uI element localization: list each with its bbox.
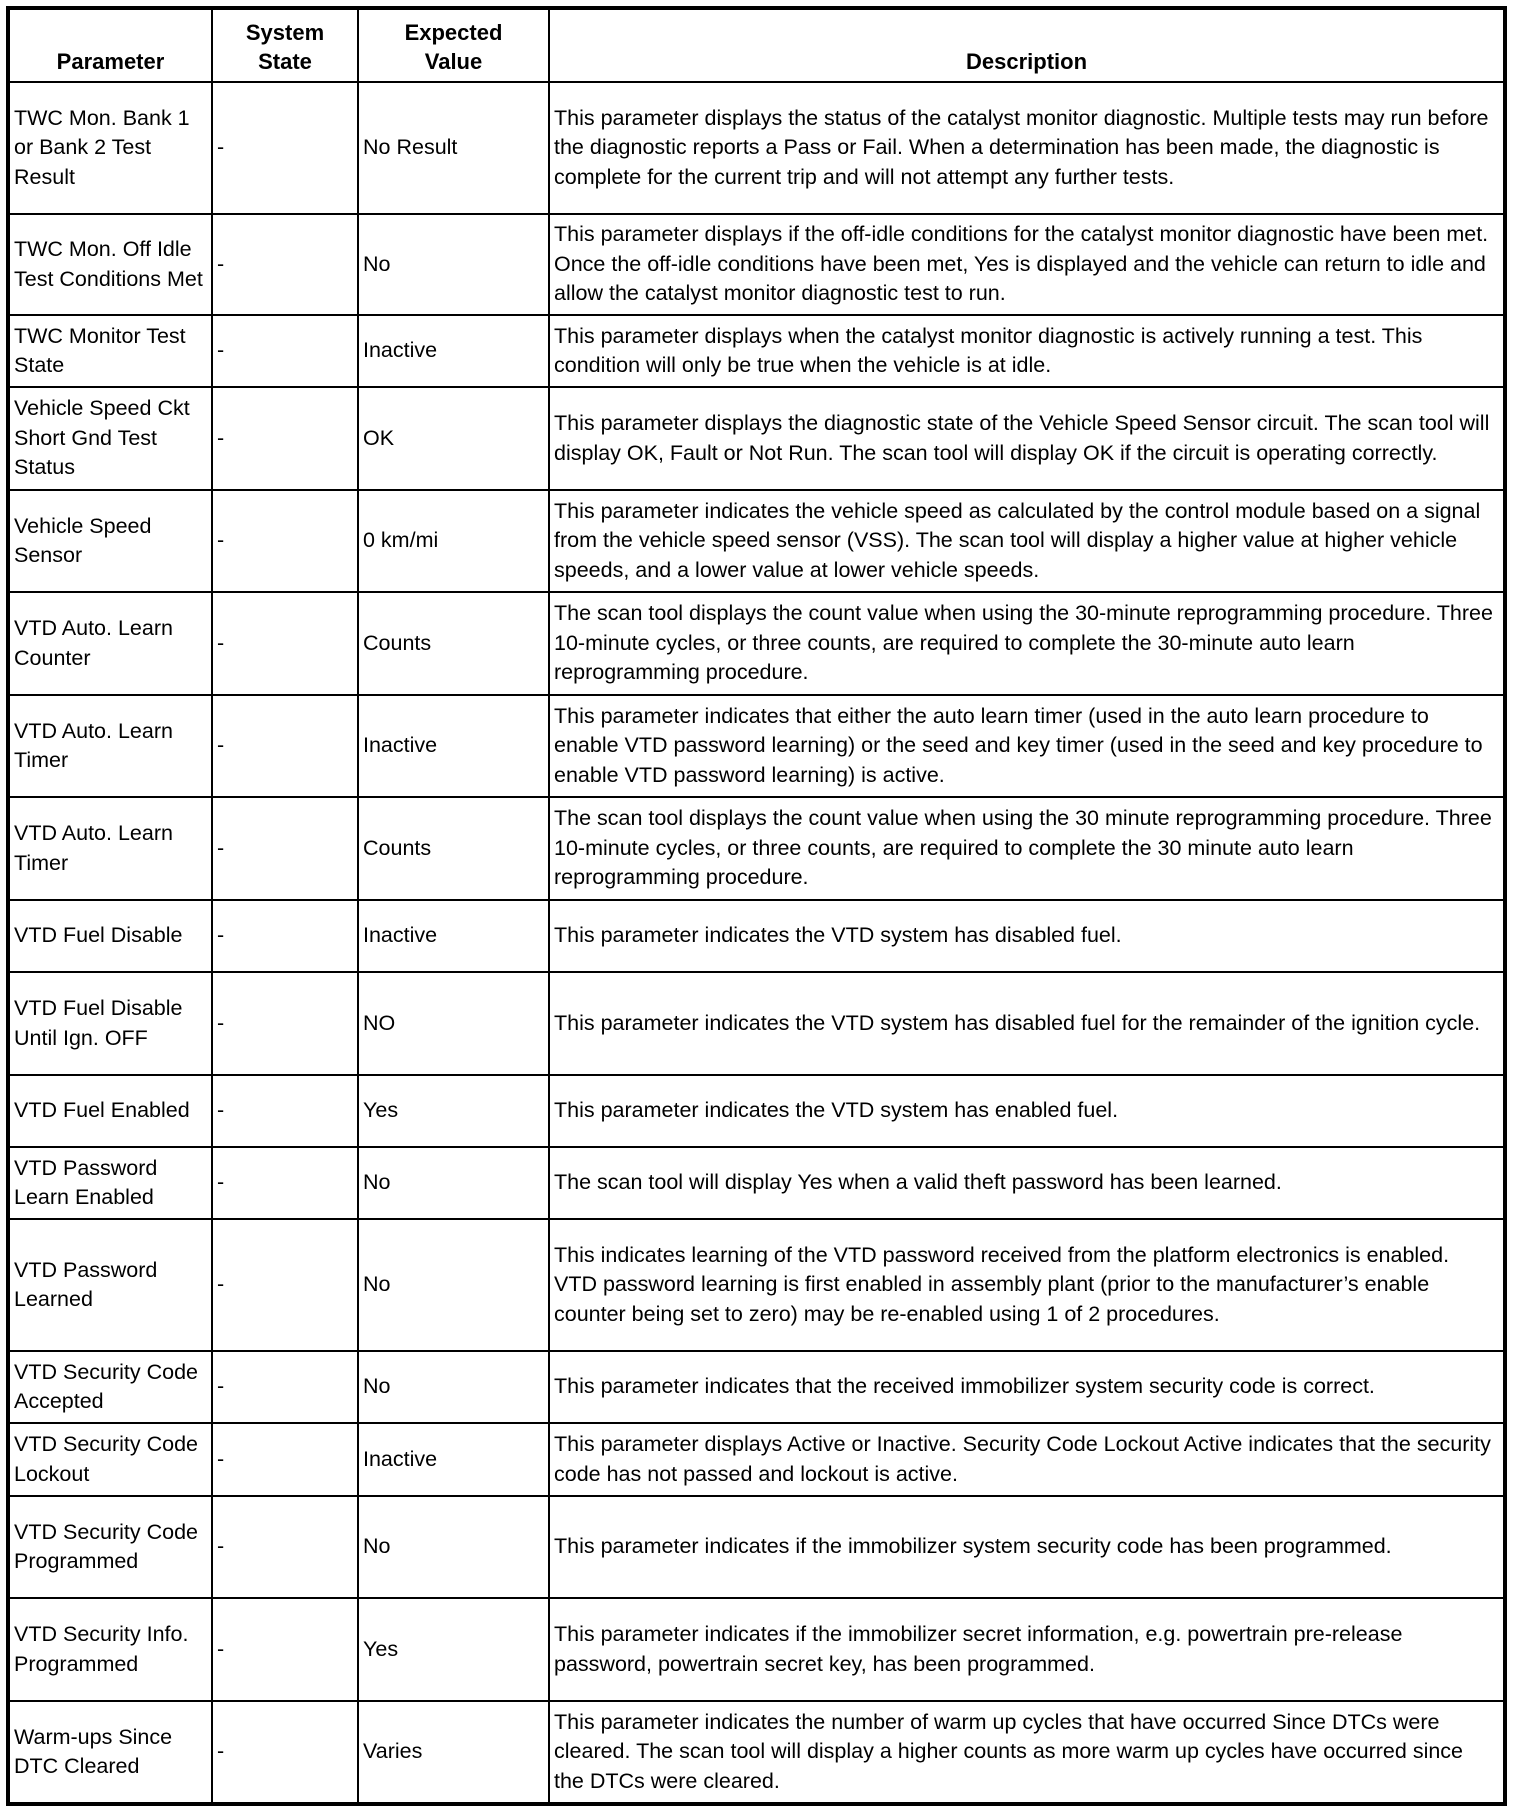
cell-parameter: VTD Security Code Lockout (8, 1423, 212, 1496)
table-row (8, 900, 1505, 972)
cell-description: This parameter indicates that the received immobilizer system security code is correct. (549, 1351, 1505, 1423)
cell-expected-value: No Result (358, 82, 549, 214)
cell-description: This parameter indicates the number of warm up cycles that have occurred Since DTCs were cleared. The scan tool will display a higher counts as more warm up cycles have occurred since the DTCs were cleared. (549, 1701, 1505, 1804)
table-row (8, 490, 1505, 592)
cell-system-state: - (212, 900, 358, 972)
cell-parameter: VTD Auto. Learn Timer (8, 797, 212, 900)
cell-system-state: - (212, 490, 358, 592)
cell-parameter: VTD Password Learn Enabled (8, 1147, 212, 1219)
cell-expected-value: 0 km/mi (358, 490, 549, 592)
table-row (8, 1075, 1505, 1147)
cell-expected-value: NO (358, 972, 549, 1075)
table-body (8, 82, 1505, 1804)
cell-description: This parameter displays the diagnostic state of the Vehicle Speed Sensor circuit. The scan tool will display OK, Fault or Not Run. The scan tool will display OK if the circuit is operating correctly. (549, 387, 1505, 490)
cell-expected-value: Varies (358, 1701, 549, 1804)
cell-system-state: - (212, 1219, 358, 1351)
cell-description: The scan tool displays the count value when using the 30 minute reprogramming procedure. Three 10-minute cycles, or three counts, are required to complete the 30 minute auto learn reprogramming procedure. (549, 797, 1505, 900)
cell-parameter: VTD Security Code Accepted (8, 1351, 212, 1423)
cell-expected-value: No (358, 1351, 549, 1423)
cell-parameter: Warm-ups Since DTC Cleared (8, 1701, 212, 1804)
cell-system-state: - (212, 1496, 358, 1598)
cell-description: This parameter displays if the off-idle conditions for the catalyst monitor diagnostic have been met. Once the off-idle conditions have been met, Yes is displayed and the vehicle can return to idle and allow the catalyst monitor diagnostic test to run. (549, 214, 1505, 315)
cell-expected-value: Inactive (358, 900, 549, 972)
cell-expected-value: No (358, 214, 549, 315)
table-row (8, 1701, 1505, 1804)
table-row (8, 82, 1505, 214)
cell-description: This indicates learning of the VTD password received from the platform electronics is enabled. VTD password learning is first enabled in assembly plant (prior to the manufacturer’s enable counter being set to zero) may be re-enabled using 1 of 2 procedures. (549, 1219, 1505, 1351)
cell-expected-value: Yes (358, 1598, 549, 1701)
cell-system-state: - (212, 1423, 358, 1496)
cell-system-state: - (212, 315, 358, 387)
cell-expected-value: No (358, 1219, 549, 1351)
cell-system-state: - (212, 214, 358, 315)
header-expected-value-label: Expected Value (404, 20, 503, 74)
cell-system-state: - (212, 1598, 358, 1701)
cell-system-state: - (212, 797, 358, 900)
cell-parameter: VTD Security Info. Programmed (8, 1598, 212, 1701)
cell-system-state: - (212, 1075, 358, 1147)
cell-expected-value: Counts (358, 592, 549, 695)
cell-parameter: Vehicle Speed Sensor (8, 490, 212, 592)
parameter-table (6, 6, 1507, 1806)
table-row (8, 1351, 1505, 1423)
cell-expected-value: Counts (358, 797, 549, 900)
cell-description: This parameter indicates the VTD system has disabled fuel for the remainder of the ignition cycle. (549, 972, 1505, 1075)
table-row (8, 315, 1505, 387)
cell-expected-value: Yes (358, 1075, 549, 1147)
cell-system-state: - (212, 1147, 358, 1219)
cell-parameter: TWC Mon. Bank 1 or Bank 2 Test Result (8, 82, 212, 214)
cell-parameter: VTD Auto. Learn Counter (8, 592, 212, 695)
cell-parameter: VTD Auto. Learn Timer (8, 695, 212, 797)
cell-parameter: TWC Mon. Off Idle Test Conditions Met (8, 214, 212, 315)
cell-parameter: TWC Monitor Test State (8, 315, 212, 387)
cell-description: This parameter displays when the catalyst monitor diagnostic is actively running a test. This condition will only be true when the vehicle is at idle. (549, 315, 1505, 387)
table-row (8, 972, 1505, 1075)
cell-parameter: VTD Password Learned (8, 1219, 212, 1351)
cell-description: This parameter displays the status of the catalyst monitor diagnostic. Multiple tests may run before the diagnostic reports a Pass or Fail. When a determination has been made, the diagnostic is complete for the current trip and will not attempt any further tests. (549, 82, 1505, 214)
table-row (8, 1598, 1505, 1701)
table-row (8, 1496, 1505, 1598)
table-row (8, 1423, 1505, 1496)
cell-expected-value: Inactive (358, 1423, 549, 1496)
cell-description: This parameter indicates the vehicle speed as calculated by the control module based on a signal from the vehicle speed sensor (VSS). The scan tool will display a higher value at higher vehicle speeds, and a lower value at lower vehicle speeds. (549, 490, 1505, 592)
cell-system-state: - (212, 1351, 358, 1423)
cell-parameter: Vehicle Speed Ckt Short Gnd Test Status (8, 387, 212, 490)
table-row (8, 214, 1505, 315)
table-row (8, 797, 1505, 900)
cell-description: This parameter indicates if the immobilizer system security code has been programmed. (549, 1496, 1505, 1598)
header-expected-value (358, 8, 549, 82)
cell-system-state: - (212, 972, 358, 1075)
cell-description: This parameter indicates that either the auto learn timer (used in the auto learn procedure to enable VTD password learning) or the seed and key timer (used in the seed and key procedure to enable VTD password learning) is active. (549, 695, 1505, 797)
table-row (8, 695, 1505, 797)
cell-parameter: VTD Fuel Disable (8, 900, 212, 972)
header-system-state (212, 8, 358, 82)
table-row (8, 592, 1505, 695)
table-header-row (8, 8, 1505, 82)
cell-parameter: VTD Security Code Programmed (8, 1496, 212, 1598)
table-row (8, 1219, 1505, 1351)
cell-expected-value: No (358, 1496, 549, 1598)
cell-expected-value: Inactive (358, 315, 549, 387)
cell-expected-value: Inactive (358, 695, 549, 797)
table-row (8, 1147, 1505, 1219)
table-row (8, 387, 1505, 490)
cell-system-state: - (212, 1701, 358, 1804)
cell-description: This parameter indicates the VTD system has disabled fuel. (549, 900, 1505, 972)
cell-description: This parameter displays Active or Inactive. Security Code Lockout Active indicates that the security code has not passed and lockout is active. (549, 1423, 1505, 1496)
cell-description: This parameter indicates the VTD system has enabled fuel. (549, 1075, 1505, 1147)
cell-system-state: - (212, 695, 358, 797)
cell-description: The scan tool will display Yes when a valid theft password has been learned. (549, 1147, 1505, 1219)
cell-expected-value: No (358, 1147, 549, 1219)
header-system-state-label: System State (245, 20, 325, 74)
cell-parameter: VTD Fuel Disable Until Ign. OFF (8, 972, 212, 1075)
header-parameter: Parameter (8, 8, 212, 82)
cell-system-state: - (212, 387, 358, 490)
cell-system-state: - (212, 82, 358, 214)
cell-parameter: VTD Fuel Enabled (8, 1075, 212, 1147)
cell-description: The scan tool displays the count value when using the 30-minute reprogramming procedure. Three 10-minute cycles, or three counts, are required to complete the 30-minute auto learn reprogramming procedure. (549, 592, 1505, 695)
header-description: Description (549, 8, 1505, 82)
cell-expected-value: OK (358, 387, 549, 490)
cell-system-state: - (212, 592, 358, 695)
cell-description: This parameter indicates if the immobilizer secret information, e.g. powertrain pre-release password, powertrain secret key, has been programmed. (549, 1598, 1505, 1701)
